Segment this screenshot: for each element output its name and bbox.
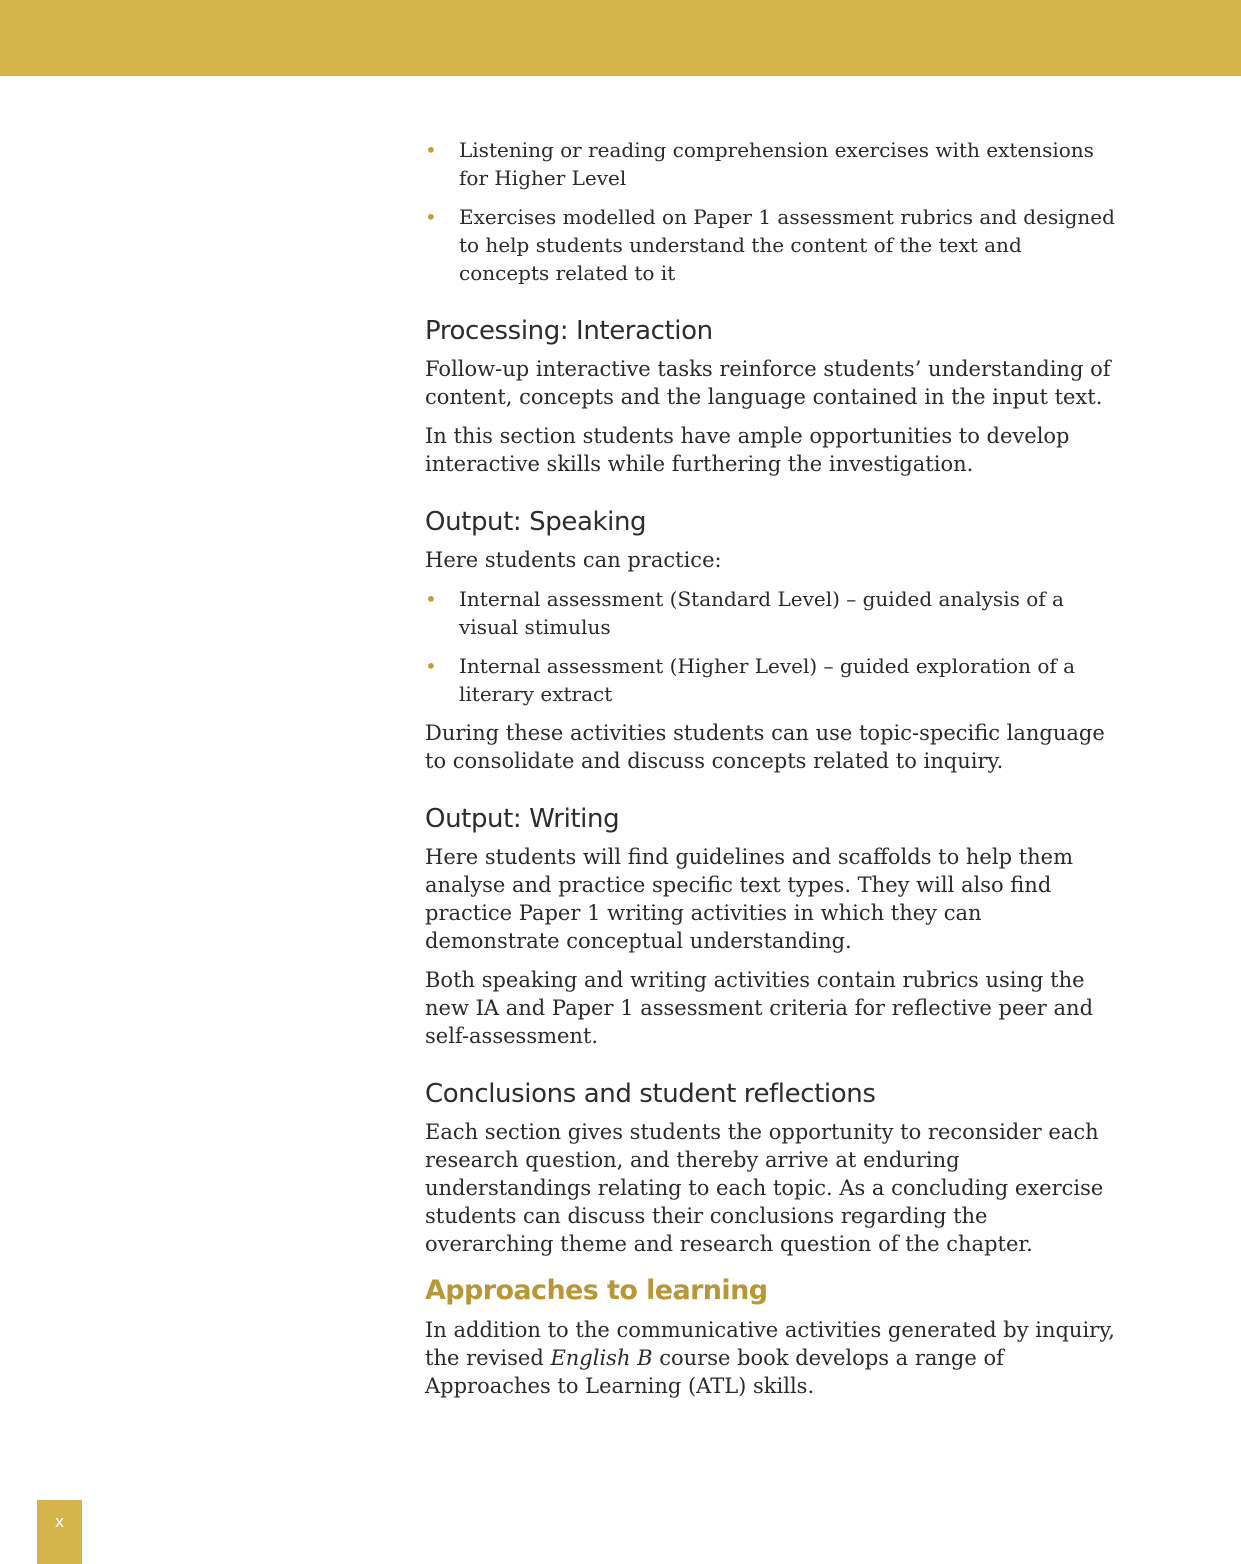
list-item [425,136,1115,192]
speaking-heading: Output: Speaking [425,507,647,537]
writing-heading: Output: Writing [425,804,620,834]
bullet-text: Exercises modelled on Paper 1 assessment rubrics and designed to help students understand the content of the text and concepts related to it [459,205,1115,285]
processing-paragraph: Follow-up interactive tasks reinforce students’ understanding of content, concepts and the language contained in the input text. [425,357,1111,409]
list-item [425,203,1115,287]
bullet-text: Internal assessment (Higher Level) – guided exploration of a literary extract [459,654,1076,706]
header-band [0,0,1241,76]
list-item [425,652,1115,708]
intro-bullet-list [425,136,1115,287]
atl-text-after: course book develops a range of Approaches to Learning (ATL) skills. [425,1346,1004,1398]
speaking-outro: During these activities students can use topic-specific language to consolidate and discuss concepts related to inquiry. [425,721,1105,773]
speaking-bullet-list [425,585,1115,708]
bullet-icon: • [425,587,437,611]
bullet-text: Listening or reading comprehension exercises with extensions for Higher Level [459,138,1094,190]
speaking-intro: Here students can practice: [425,548,722,572]
atl-heading: Approaches to learning [425,1275,768,1306]
bullet-icon: • [425,654,437,678]
atl-text-before: In addition to the communicative activities generated by inquiry, the revised [425,1318,1115,1370]
page-content [425,136,1115,1411]
book-title: English B [550,1346,653,1370]
bullet-text: Internal assessment (Standard Level) – guided analysis of a visual stimulus [459,587,1064,639]
page-number: x [54,1512,65,1531]
bullet-icon: • [425,138,437,162]
writing-paragraph: Both speaking and writing activities contain rubrics using the new IA and Paper 1 assessment criteria for reflective peer and self-assessment. [425,968,1094,1048]
conclusions-paragraph: Each section gives students the opportunity to reconsider each research question, and thereby arrive at enduring understandings relating to each topic. As a concluding exercise students can discuss their conclusions regarding the overarching theme and research question of the chapter. [425,1120,1104,1256]
bullet-icon: • [425,205,437,229]
list-item [425,585,1115,641]
writing-paragraph: Here students will find guidelines and scaffolds to help them analyse and practice specific text types. They will also find practice Paper 1 writing activities in which they can demonstrate conceptual understanding. [425,845,1073,953]
atl-paragraph [425,1316,1115,1400]
processing-paragraph: In this section students have ample opportunities to develop interactive skills while furthering the investigation. [425,424,1070,476]
conclusions-heading: Conclusions and student reflections [425,1079,876,1109]
page-number-tab [37,1500,82,1564]
processing-heading: Processing: Interaction [425,316,713,346]
